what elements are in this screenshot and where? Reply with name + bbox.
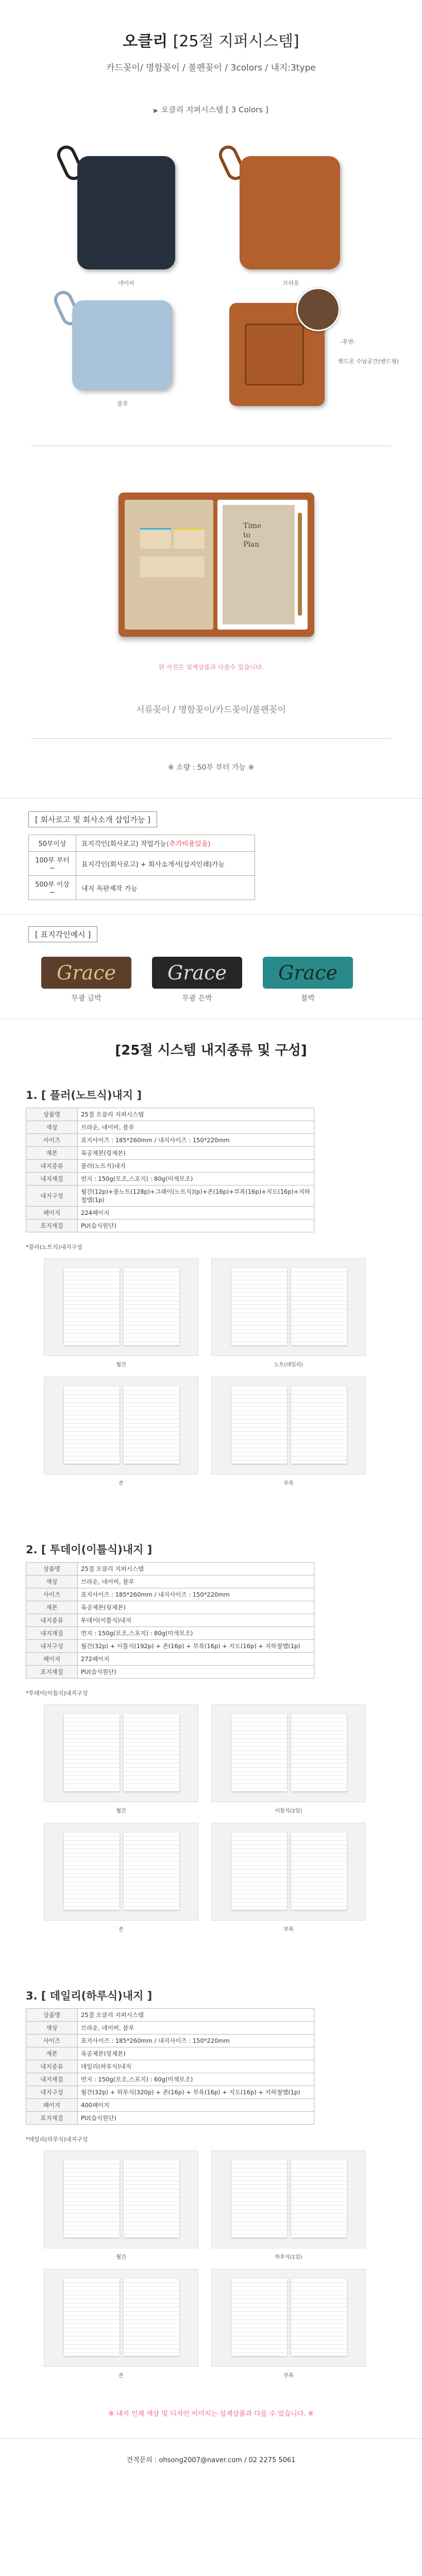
- engrave-section: [28, 926, 394, 1003]
- spec-value: 월간(12p)+플노트(128p)+그래이(노트식)(p)+존(16p)+부록(16p)+지도(16p)+지하철맵(1p): [78, 1185, 314, 1207]
- page-left: [231, 1386, 287, 1464]
- planner-cover: [223, 505, 295, 624]
- spec-key: 내지종류: [26, 1160, 78, 1173]
- types-container: [0, 1087, 422, 2387]
- spec-value: 월간(32p) + 이틀식(192p) + 존(16p) + 부록(16p) + 지도(16p) + 지하철맵(1p): [78, 1640, 314, 1653]
- spec-key: 내지재질: [26, 1173, 78, 1185]
- page-left: [231, 2279, 287, 2356]
- logo-table: [28, 835, 255, 900]
- spec-table: [26, 1562, 314, 1679]
- page-left: [231, 1714, 287, 1791]
- page-left: [231, 2160, 287, 2238]
- page-right: [124, 2279, 179, 2356]
- page-left: [64, 1268, 120, 1345]
- spec-row: [26, 2099, 314, 2112]
- logo-desc: 내지 독판제작 가능: [76, 876, 255, 900]
- engrave-label: 무광 은박: [182, 994, 212, 1003]
- page-preview: [44, 2269, 198, 2367]
- spec-table: [26, 1108, 314, 1232]
- spec-key: 재본: [26, 1601, 78, 1614]
- cover-text-3: Plan: [243, 540, 260, 549]
- spec-row: [26, 1640, 314, 1653]
- type-section: [0, 1988, 422, 2387]
- spec-value: 표지사이즈 : 185*260mm / 내지사이즈 : 150*220mm: [78, 1588, 314, 1601]
- page-right: [124, 1833, 179, 1910]
- spec-key: 내지종류: [26, 2060, 78, 2073]
- page-caption: 노트(데일리): [274, 1362, 303, 1368]
- page-right: [291, 1833, 347, 1910]
- interior-right-panel: [217, 500, 308, 630]
- spec-value: 400페이지: [78, 2099, 314, 2112]
- page-caption: 월간: [116, 1808, 126, 1814]
- spec-value: 먼지 : 150g(모조,스포지) : 80g(미색모조): [78, 1173, 314, 1185]
- spec-value: 표지사이즈 : 185*260mm / 내지사이즈 : 150*220mm: [78, 1134, 314, 1147]
- spec-key: 색상: [26, 1121, 78, 1134]
- page-caption: 이틀식(2일): [275, 1808, 302, 1814]
- layout-label: *투데이(이틀식)내지구성: [26, 1690, 88, 1697]
- page-caption: 하루식(1일): [275, 2255, 302, 2260]
- page-left: [64, 2160, 120, 2238]
- pages-area: [0, 1258, 422, 1495]
- product-brown: [240, 156, 340, 269]
- page-left: [64, 1386, 120, 1464]
- page-preview: [44, 2150, 198, 2248]
- cover-text-1: Time: [243, 522, 262, 530]
- spec-row: [26, 1588, 314, 1601]
- categories-text: 서류꽂이 / 명함꽂이/카드꽂이/볼펜꽂이: [136, 705, 286, 715]
- logo-section: [28, 811, 394, 900]
- spec-key: 표지재질: [26, 1219, 78, 1232]
- spec-key: 사이즈: [26, 1588, 78, 1601]
- spec-row: [26, 1185, 314, 1207]
- type-section: [0, 1087, 422, 1495]
- page-left: [231, 1833, 287, 1910]
- page-left: [64, 2279, 120, 2356]
- spec-row: [26, 2009, 314, 2022]
- spec-value: 25절 오클리 지퍼시스템: [78, 1563, 314, 1575]
- spec-value: 브라운, 네이비, 블루: [78, 1575, 314, 1588]
- spec-value: 데일리(하루식)내지: [78, 2060, 314, 2073]
- page-caption: 부록: [283, 1927, 294, 1933]
- divider: [31, 738, 391, 739]
- spec-value: 육공제본(링제본): [78, 2047, 314, 2060]
- logo-row: [29, 835, 255, 852]
- page-preview: [44, 1258, 198, 1356]
- cover-text-2: to: [243, 531, 251, 540]
- page-preview: [211, 1377, 366, 1475]
- type-title: 2. [ 투데이(이틀식)내지 ]: [26, 1544, 153, 1556]
- spec-value: 월간(32p) + 하루식(320p) + 존(16p) + 부록(16p) + 지도(16p) + 지하철맵(1p): [78, 2086, 314, 2099]
- logo-desc: 표지각인(회사로고) + 회사소개서(삽지인쇄)가능: [76, 852, 255, 876]
- spec-key: 상품명: [26, 1563, 78, 1575]
- layout-label: *플러(노트식)내지구성: [26, 1244, 82, 1250]
- spec-row: [26, 1207, 314, 1219]
- spec-key: 사이즈: [26, 1134, 78, 1147]
- spec-value: 25절 오클리 지퍼시스템: [78, 2009, 314, 2022]
- page-right: [124, 1714, 179, 1791]
- phone-band: [245, 324, 304, 385]
- divider: [0, 2438, 422, 2439]
- spec-value: 브라운, 네이비, 블루: [78, 2022, 314, 2035]
- photo-note: 위 사진은 실제상품과 다를수 있습니다.: [158, 664, 264, 671]
- page-caption: 존: [119, 1481, 124, 1486]
- page-right: [291, 2279, 347, 2356]
- spec-table: [26, 2008, 314, 2125]
- page-preview: [44, 1823, 198, 1921]
- interior-book: [119, 493, 314, 637]
- spec-row: [26, 1563, 314, 1575]
- page-left: [64, 1714, 120, 1791]
- product-navy: [77, 156, 175, 269]
- spec-key: 내지구성: [26, 1185, 78, 1207]
- page-right: [124, 1386, 179, 1464]
- page-right: [124, 1268, 179, 1345]
- moq-text: ※ 소량 : 50부 부터 가능 ※: [167, 764, 255, 772]
- type-section: [0, 1541, 422, 1941]
- page-right: [291, 1714, 347, 1791]
- spec-value: 224페이지: [78, 1207, 314, 1219]
- page-subtitle: 카드꽂이/ 명함꽂이 / 볼펜꽂이 / 3colors / 내지:3type: [106, 63, 316, 73]
- logo-section-heading: [ 회사로고 및 회사소개 삽입가능 ]: [28, 811, 157, 827]
- spec-row: [26, 1108, 314, 1121]
- spec-row: [26, 2047, 314, 2060]
- spec-key: 페이지: [26, 1653, 78, 1666]
- engrave-label: 블박: [300, 994, 315, 1003]
- back-caption: 핸드폰 수납공간(밴드형): [337, 358, 399, 365]
- spec-row: [26, 2073, 314, 2086]
- spec-row: [26, 2022, 314, 2035]
- page-right: [291, 2160, 347, 2238]
- divider: [0, 798, 422, 799]
- spec-value: 플러(노트식)내지: [78, 1160, 314, 1173]
- title-block: [0, 0, 422, 73]
- colors-section-label: ▶ 오클리 지퍼시스템 [ 3 Colors ]: [154, 105, 268, 114]
- pen: [298, 513, 302, 616]
- spec-row: [26, 2035, 314, 2047]
- page-preview: [44, 1704, 198, 1802]
- spec-key: 색상: [26, 2022, 78, 2035]
- spec-key: 표지재질: [26, 2112, 78, 2125]
- spec-key: 상품명: [26, 2009, 78, 2022]
- product-blue: [72, 300, 173, 391]
- spec-value: 먼지 : 150g(모조,스포지) : 80g(미색모조): [78, 1627, 314, 1640]
- footer-note: ※ 내지 인쇄 색상 및 디자인 이미지는 실제상품과 다를 수 있습니다. ※: [108, 2410, 314, 2418]
- zoom-circle: [296, 287, 340, 331]
- page-preview: [211, 2269, 366, 2367]
- spec-row: [26, 1134, 314, 1147]
- page-left: [64, 1833, 120, 1910]
- pages-area: [0, 1704, 422, 1941]
- spec-key: 내지종류: [26, 1614, 78, 1627]
- color-caption-brown: 브라운: [283, 280, 299, 286]
- card-slot-2: [174, 528, 205, 549]
- spec-key: 페이지: [26, 1207, 78, 1219]
- layout-label: *데일리(하루식)내지구성: [26, 2136, 88, 2143]
- engrave-word: Grace: [41, 957, 131, 989]
- spec-row: [26, 1653, 314, 1666]
- page-preview: [211, 2150, 366, 2248]
- interior-photo: [0, 493, 422, 663]
- page-caption: 존: [119, 2373, 124, 2379]
- spec-row: [26, 1147, 314, 1160]
- engrave-heading: [ 표지각인예시 ]: [28, 926, 97, 942]
- spec-row: [26, 2086, 314, 2099]
- page-caption: 월간: [116, 1362, 126, 1368]
- page-right: [291, 1386, 347, 1464]
- logo-qty: 50부이상: [29, 835, 76, 852]
- spec-key: 사이즈: [26, 2035, 78, 2047]
- spec-key: 내지구성: [26, 1640, 78, 1653]
- color-caption-navy: 네이비: [118, 280, 134, 286]
- spec-row: [26, 1575, 314, 1588]
- contact-info: 견적문의 : ohsong2007@naver.com / 02 2275 5061: [126, 2456, 296, 2464]
- spec-row: [26, 1601, 314, 1614]
- spec-value: 표지사이즈 : 185*260mm / 내지사이즈 : 150*220mm: [78, 2035, 314, 2047]
- interior-left-panel: [125, 500, 213, 630]
- spec-row: [26, 1666, 314, 1679]
- spec-key: 재본: [26, 1147, 78, 1160]
- spec-key: 재본: [26, 2047, 78, 2060]
- back-label: -후면-: [340, 338, 356, 345]
- color-grid: [0, 135, 422, 414]
- logo-row: [29, 852, 255, 876]
- logo-desc: 표지각인(회사로고) 작업가능(추가비용있음): [76, 835, 255, 852]
- spec-key: 표지재질: [26, 1666, 78, 1679]
- divider: [0, 914, 422, 915]
- type-title: 3. [ 데일리(하루식)내지 ]: [26, 1990, 153, 2002]
- spec-key: 내지구성: [26, 2086, 78, 2099]
- engrave-black: [263, 957, 353, 1003]
- spec-key: 내지재질: [26, 2073, 78, 2086]
- engrave-word: Grace: [263, 957, 353, 989]
- card-slot-1: [140, 528, 171, 549]
- color-caption-blue: 블루: [117, 400, 128, 407]
- engrave-word: Grace: [152, 957, 242, 989]
- spec-value: 육공제본(링제본): [78, 1147, 314, 1160]
- spec-key: 색상: [26, 1575, 78, 1588]
- spec-row: [26, 2060, 314, 2073]
- spec-value: PU(습식원단): [78, 2112, 314, 2125]
- logo-qty: 500부 이상~: [29, 876, 76, 900]
- spec-value: 272페이지: [78, 1653, 314, 1666]
- spec-row: [26, 1173, 314, 1185]
- page-caption: 부록: [283, 1481, 294, 1486]
- spec-value: 먼지 : 150g(모조,스포지) : 60g(미색모조): [78, 2073, 314, 2086]
- engrave-silver: [152, 957, 242, 1003]
- spec-value: PU(습식원단): [78, 1219, 314, 1232]
- spec-row: [26, 1121, 314, 1134]
- spec-row: [26, 2112, 314, 2125]
- logo-qty: 100부 부터~: [29, 852, 76, 876]
- pages-area: [0, 2150, 422, 2387]
- page-caption: 월간: [116, 2255, 126, 2260]
- spec-key: 페이지: [26, 2099, 78, 2112]
- page-left: [231, 1268, 287, 1345]
- page-caption: 존: [119, 1927, 124, 1933]
- page-right: [124, 2160, 179, 2238]
- page-caption: 부록: [283, 2373, 294, 2379]
- page-right: [291, 1268, 347, 1345]
- page-preview: [211, 1823, 366, 1921]
- spec-row: [26, 1219, 314, 1232]
- page-preview: [211, 1704, 366, 1802]
- engrave-label: 무광 금박: [71, 994, 102, 1003]
- spec-value: 브라운, 네이비, 블루: [78, 1121, 314, 1134]
- card-slot-3: [140, 556, 205, 577]
- spec-value: 투데이(이틀식)내지: [78, 1614, 314, 1627]
- spec-value: PU(습식원단): [78, 1666, 314, 1679]
- spec-key: 상품명: [26, 1108, 78, 1121]
- spec-key: 내지재질: [26, 1627, 78, 1640]
- page-preview: [44, 1377, 198, 1475]
- spec-row: [26, 1627, 314, 1640]
- spec-row: [26, 1160, 314, 1173]
- engrave-gold: [41, 957, 131, 1003]
- spec-value: 25절 오클리 지퍼시스템: [78, 1108, 314, 1121]
- triangle-icon: ▶: [154, 107, 158, 114]
- spec-row: [26, 1614, 314, 1627]
- page-preview: [211, 1258, 366, 1356]
- page-title: 오클리 [25절 지퍼시스템]: [123, 32, 299, 50]
- type-title: 1. [ 플러(노트식)내지 ]: [26, 1089, 142, 1101]
- system-title: [25절 시스템 내지종류 및 구성]: [115, 1043, 307, 1058]
- spec-value: 육공제본(링제본): [78, 1601, 314, 1614]
- logo-row: [29, 876, 255, 900]
- engrave-samples: [28, 957, 394, 1003]
